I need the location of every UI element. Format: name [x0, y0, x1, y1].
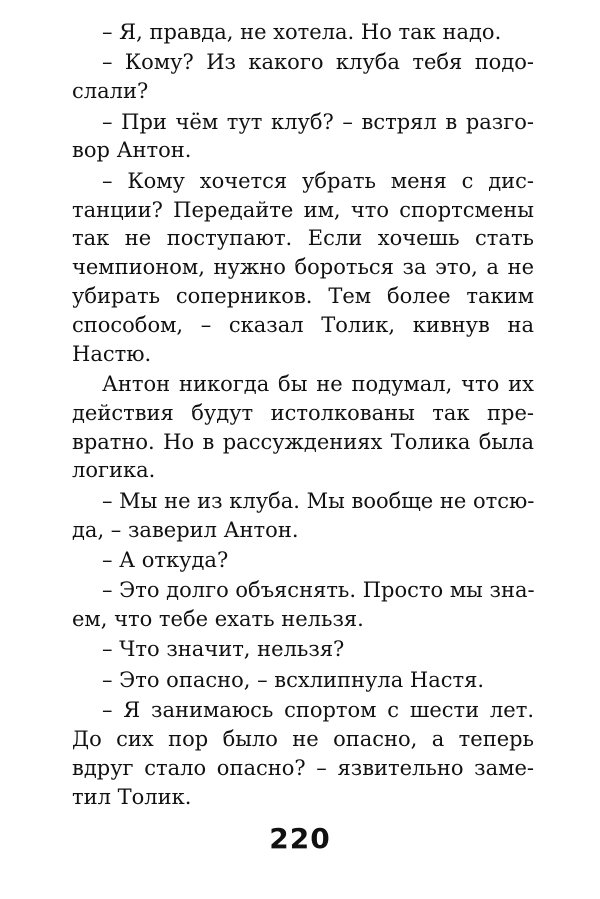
paragraph [72, 487, 534, 545]
text-line: – Я, правда, не хотела. Но так надо. [102, 20, 502, 44]
paragraph [72, 546, 534, 575]
text-line: – Я занимаюсь спортом с шести лет. [102, 698, 534, 723]
paragraph [72, 576, 534, 634]
text-line: – Это долго объяснять. Просто мы зна- [102, 578, 535, 603]
paragraph [72, 18, 534, 47]
paragraph [72, 108, 534, 166]
text-line: – Кому хочется убрать меня с дис- [102, 168, 534, 193]
text-line: способом, – сказал Толик, кивнув на [72, 312, 534, 337]
text-line: – Это опасно, – всхлипнула Настя. [102, 667, 485, 692]
text-line: вратно. Но в рассуждениях Толика была [72, 429, 534, 454]
text-line: убирать соперников. Тем более таким [72, 283, 534, 308]
text-line: тил Толик. [72, 784, 192, 809]
text-line: слали? [72, 79, 149, 104]
text-line: – Кому? Из какого клуба тебя подо- [102, 50, 534, 75]
text-line: танции? Передайте им, что спортсмены [72, 197, 534, 222]
paragraph [72, 370, 534, 485]
text-line: – А откуда? [102, 547, 229, 572]
text-line: Настю. [72, 341, 152, 366]
text-line: да, – заверил Антон. [72, 517, 299, 542]
text-line: вдруг стало опасно? – язвительно заме- [72, 755, 534, 780]
page-number: 220 [269, 822, 331, 855]
book-page-text [72, 18, 534, 811]
paragraph [72, 167, 534, 369]
paragraph [72, 635, 534, 664]
text-line: так не поступают. Если хочешь стать [72, 226, 534, 251]
text-line: логика. [72, 458, 156, 483]
text-line: вор Антон. [72, 138, 192, 163]
text-line: – Мы не из клуба. Мы вообще не отсю- [102, 488, 535, 513]
paragraph [72, 666, 534, 695]
text-line: До сих пор было не опасно, а теперь [72, 727, 534, 752]
text-line: – При чём тут клуб? – встрял в разго- [102, 109, 534, 134]
paragraph [72, 48, 534, 106]
text-line: – Что значит, нельзя? [102, 637, 345, 662]
text-line: действия будут истолкованы так пре- [72, 400, 534, 425]
text-line: чемпионом, нужно бороться за это, а не [72, 255, 534, 280]
text-line: Антон никогда бы не подумал, что их [102, 371, 534, 396]
text-line: ем, что тебе ехать нельзя. [72, 607, 364, 632]
paragraph [72, 696, 534, 811]
